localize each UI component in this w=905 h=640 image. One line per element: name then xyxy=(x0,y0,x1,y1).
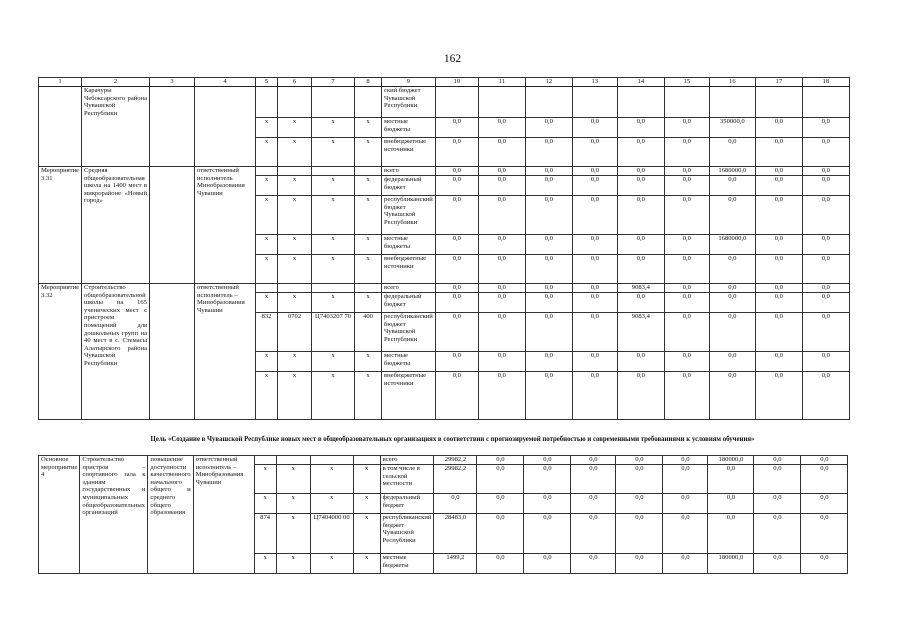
table-cell: 350000,0 xyxy=(709,118,755,138)
table-cell: 0,0 xyxy=(755,352,802,372)
table-cell: 0,0 xyxy=(572,352,617,372)
table-cell: 0,0 xyxy=(617,118,664,138)
table-cell: x xyxy=(312,118,355,138)
table-cell: 0,0 xyxy=(478,284,525,293)
table-cell: x xyxy=(254,465,276,494)
table-cell: 0,0 xyxy=(435,138,478,167)
table-cell: 0,0 xyxy=(754,494,801,514)
table-cell: x xyxy=(278,293,312,313)
table-cell: 0,0 xyxy=(709,255,755,284)
measure-id: Мероприятие 3.32 xyxy=(39,284,82,420)
table-cell: 0,0 xyxy=(663,494,708,514)
source-label: в том числе в сельской местности xyxy=(380,465,434,494)
table-cell: x xyxy=(254,494,276,514)
table-cell: x xyxy=(310,554,353,574)
table-cell: 9083,4 xyxy=(617,284,664,293)
table-cell: 0,0 xyxy=(664,255,709,284)
table-cell: 0,0 xyxy=(572,167,617,176)
executor: ответственный исполнитель – Минобразования Чувашии xyxy=(195,284,256,420)
table-cell: 0,0 xyxy=(664,176,709,196)
table-cell: 0,0 xyxy=(477,554,524,574)
table-cell: 0,0 xyxy=(755,138,802,167)
empty-cell xyxy=(256,87,278,118)
empty-cell xyxy=(435,87,478,118)
measure-name: Строительство общеобразовательной школы на 165 ученических мест с пристроем помещений для дошкольных групп на 40 мест в с. Стемасы Алатырского района Чувашской Республики xyxy=(82,284,150,420)
table-cell: 0,0 xyxy=(572,176,617,196)
table-cell: x xyxy=(278,235,312,255)
table-cell: 0,0 xyxy=(709,196,755,235)
table-cell: 1680000,0 xyxy=(709,235,755,255)
column-number-row xyxy=(39,78,850,87)
source-label: местные бюджеты xyxy=(380,554,434,574)
table-cell: 0,0 xyxy=(754,554,801,574)
table-cell: x xyxy=(254,554,276,574)
table-cell: 0,0 xyxy=(617,138,664,167)
table-cell: x xyxy=(278,176,312,196)
table-cell: x xyxy=(312,176,355,196)
table-cell: x xyxy=(312,352,355,372)
empty-cell xyxy=(355,167,382,176)
table-cell: 0,0 xyxy=(802,235,849,255)
table-cell: x xyxy=(256,372,278,420)
table-cell: 0,0 xyxy=(478,313,525,352)
table-cell: 0,0 xyxy=(664,196,709,235)
table-cell: 1499,2 xyxy=(434,554,477,574)
table-cell: 0,0 xyxy=(664,352,709,372)
empty-cell xyxy=(278,87,312,118)
table-cell: x xyxy=(312,255,355,284)
empty-cell xyxy=(312,284,355,293)
table-cell: 0,0 xyxy=(435,167,478,176)
measure-name: Карачуры Чебоксарского района Чувашской Республики xyxy=(82,87,150,167)
table-cell: 29982,2 xyxy=(434,465,477,494)
table-cell: 0,0 xyxy=(524,465,571,494)
col-num: 18 xyxy=(802,78,849,87)
table-cell: 0,0 xyxy=(524,554,571,574)
col-num: 13 xyxy=(572,78,617,87)
table-cell: 0,0 xyxy=(801,514,848,554)
table-cell: 0,0 xyxy=(801,456,848,465)
measure-name: Строительство пристроя – спортивного зала к зданиям государственных и муниципальных общеобразовательных организаций xyxy=(80,456,148,574)
table-cell: x xyxy=(312,196,355,235)
table-cell: 0,0 xyxy=(478,235,525,255)
empty-cell xyxy=(525,87,572,118)
table-cell: 0,0 xyxy=(802,284,849,293)
table-cell: 0,0 xyxy=(478,196,525,235)
table-cell: 0,0 xyxy=(801,554,848,574)
empty-cell xyxy=(276,456,310,465)
table-cell: 0,0 xyxy=(525,255,572,284)
table-cell: 0,0 xyxy=(524,494,571,514)
source-label: всего xyxy=(380,456,434,465)
table-cell: 0,0 xyxy=(572,293,617,313)
table-cell: x xyxy=(256,118,278,138)
table-cell: 0,0 xyxy=(664,284,709,293)
source-label: местные бюджеты xyxy=(382,118,436,138)
table-cell: 0,0 xyxy=(802,196,849,235)
table-cell: 0,0 xyxy=(435,372,478,420)
table-cell: 0,0 xyxy=(617,372,664,420)
executor: ответственный исполнитель – Минобразования Чувашии xyxy=(193,456,254,574)
table-cell: 0,0 xyxy=(616,514,663,554)
table-cell: 0,0 xyxy=(525,167,572,176)
col-num: 7 xyxy=(312,78,355,87)
budget-code: Ц7404000 00 xyxy=(310,514,353,554)
table-cell: 0,0 xyxy=(617,293,664,313)
table-cell: 0,0 xyxy=(435,176,478,196)
empty-cell xyxy=(478,87,525,118)
col-num: 3 xyxy=(150,78,195,87)
table-cell: x xyxy=(278,255,312,284)
table-cell: 0,0 xyxy=(478,352,525,372)
table-cell: 0,0 xyxy=(478,118,525,138)
table-cell: 0,0 xyxy=(525,138,572,167)
table-cell: 0,0 xyxy=(709,176,755,196)
measure-id: Основное мероприятие 4 xyxy=(39,456,80,574)
empty-cell xyxy=(355,87,382,118)
budget-code: Ц7403207 70 xyxy=(312,313,355,352)
budget-code: x xyxy=(353,514,380,554)
table-cell: 0,0 xyxy=(525,284,572,293)
table-cell: 0,0 xyxy=(435,118,478,138)
table-cell: 0,0 xyxy=(709,352,755,372)
table-cell: 0,0 xyxy=(709,313,755,352)
table-cell: 0,0 xyxy=(663,456,708,465)
empty-cell xyxy=(195,87,256,167)
col-num: 10 xyxy=(435,78,478,87)
table-cell: 0,0 xyxy=(755,167,802,176)
table-cell: 0,0 xyxy=(708,494,754,514)
source-label: ский бюджет Чувашской Республики xyxy=(382,87,436,118)
table-cell: 0,0 xyxy=(477,456,524,465)
table-cell: 0,0 xyxy=(802,255,849,284)
source-label: республиканский бюджет Чувашской Республики xyxy=(382,313,436,352)
budget-table-bottom xyxy=(38,455,848,574)
table-cell: 0,0 xyxy=(617,352,664,372)
table-cell: x xyxy=(278,372,312,420)
col-num: 12 xyxy=(525,78,572,87)
empty-cell xyxy=(709,87,755,118)
table-cell: 0,0 xyxy=(709,284,755,293)
table-cell: 0,0 xyxy=(802,352,849,372)
table-cell: 0,0 xyxy=(755,293,802,313)
table-cell: 0,0 xyxy=(477,494,524,514)
table-cell: 0,0 xyxy=(802,372,849,420)
empty-cell xyxy=(256,284,278,293)
table-cell: x xyxy=(256,176,278,196)
source-label: внебюджетные источники xyxy=(382,255,436,284)
table-cell: 0,0 xyxy=(571,456,616,465)
empty-cell xyxy=(312,87,355,118)
source-label: внебюджетные источники xyxy=(382,372,436,420)
empty-cell xyxy=(802,87,849,118)
budget-code: 874 xyxy=(254,514,276,554)
table-cell: 0,0 xyxy=(617,196,664,235)
table-cell: 0,0 xyxy=(802,313,849,352)
table-cell: 0,0 xyxy=(525,196,572,235)
table-cell: 0,0 xyxy=(571,465,616,494)
table-cell: x xyxy=(353,554,380,574)
table-row xyxy=(39,87,850,118)
table-row xyxy=(39,284,850,293)
table-cell: 0,0 xyxy=(435,313,478,352)
table-cell: 0,0 xyxy=(616,465,663,494)
table-cell: 0,0 xyxy=(802,293,849,313)
source-label: республиканский бюджет Чувашской Республики xyxy=(382,196,436,235)
table-cell: x xyxy=(278,118,312,138)
table-cell: x xyxy=(355,235,382,255)
table-cell: 0,0 xyxy=(524,514,571,554)
table-cell: 0,0 xyxy=(664,313,709,352)
table-cell: 180000,0 xyxy=(708,456,754,465)
budget-code: x xyxy=(276,514,310,554)
empty-cell xyxy=(256,167,278,176)
table-cell: 0,0 xyxy=(478,176,525,196)
table-cell: 180000,0 xyxy=(708,554,754,574)
table-cell: x xyxy=(310,494,353,514)
table-cell: 29982,2 xyxy=(434,456,477,465)
table-cell: x xyxy=(278,196,312,235)
table-cell: 0,0 xyxy=(525,352,572,372)
empty-cell xyxy=(39,87,82,167)
table-cell: 0,0 xyxy=(435,352,478,372)
table-cell: 0,0 xyxy=(708,465,754,494)
table-cell: 0,0 xyxy=(572,196,617,235)
col-num: 4 xyxy=(195,78,256,87)
col-num: 16 xyxy=(709,78,755,87)
source-label: республиканский бюджет Чувашской Республики xyxy=(380,514,434,554)
table-cell: x xyxy=(276,465,310,494)
col-num: 11 xyxy=(478,78,525,87)
col-num: 8 xyxy=(355,78,382,87)
table-cell: 0,0 xyxy=(478,138,525,167)
table-cell: 0,0 xyxy=(617,235,664,255)
table-cell: 0,0 xyxy=(478,255,525,284)
source-label: местные бюджеты xyxy=(382,352,436,372)
table-cell: 0,0 xyxy=(525,176,572,196)
empty-cell xyxy=(617,87,664,118)
table-cell: 0,0 xyxy=(572,313,617,352)
source-label: всего xyxy=(382,284,436,293)
budget-code: 832 xyxy=(256,313,278,352)
empty-cell xyxy=(664,87,709,118)
table-cell: x xyxy=(355,255,382,284)
empty-cell xyxy=(278,284,312,293)
col-num: 17 xyxy=(755,78,802,87)
table-cell: 0,0 xyxy=(801,494,848,514)
table-cell: x xyxy=(278,138,312,167)
table-cell: 9083,4 xyxy=(617,313,664,352)
empty-cell xyxy=(254,456,276,465)
budget-code: 0702 xyxy=(278,313,312,352)
table-cell: 0,0 xyxy=(802,118,849,138)
table-cell: 0,0 xyxy=(755,284,802,293)
table-cell: 0,0 xyxy=(802,167,849,176)
table-cell: 0,0 xyxy=(524,456,571,465)
table-cell: x xyxy=(312,138,355,167)
goal-heading: Цель «Создание в Чувашской Республике новых мест в общеобразовательных организациях в соответствии с прогнозируемой потребностью и современными требованиями к условиям обучения» xyxy=(150,436,755,443)
table-cell: x xyxy=(310,465,353,494)
table-cell: 0,0 xyxy=(663,514,708,554)
table-cell: 0,0 xyxy=(755,313,802,352)
table-cell: x xyxy=(312,235,355,255)
table-cell: 0,0 xyxy=(755,118,802,138)
table-cell: 0,0 xyxy=(755,176,802,196)
table-cell: 0,0 xyxy=(709,293,755,313)
empty-cell xyxy=(353,456,380,465)
table-cell: 0,0 xyxy=(709,372,755,420)
table-cell: x xyxy=(276,554,310,574)
table-cell: 0,0 xyxy=(525,118,572,138)
table-cell: x xyxy=(278,352,312,372)
table-cell: x xyxy=(256,138,278,167)
table-cell: 0,0 xyxy=(754,514,801,554)
table-cell: x xyxy=(256,255,278,284)
goal-indicator: повышение доступности качественного начального общего и среднего общего образования xyxy=(148,456,193,574)
measure-id: Мероприятие 3.31 xyxy=(39,167,82,284)
executor: ответственный исполнитель Минобразования Чувашии xyxy=(195,167,256,284)
col-num: 2 xyxy=(82,78,150,87)
table-cell: x xyxy=(355,352,382,372)
empty-cell xyxy=(150,87,195,167)
table-row xyxy=(39,167,850,176)
table-cell: 0,0 xyxy=(525,313,572,352)
source-label: всего xyxy=(382,167,436,176)
empty-cell xyxy=(150,167,195,284)
page-number: 162 xyxy=(443,53,462,65)
table-cell: 28483,0 xyxy=(434,514,477,554)
table-cell: 0,0 xyxy=(571,554,616,574)
table-cell: 0,0 xyxy=(525,293,572,313)
table-cell: 0,0 xyxy=(572,138,617,167)
col-num: 14 xyxy=(617,78,664,87)
table-cell: 0,0 xyxy=(477,465,524,494)
table-cell: 0,0 xyxy=(617,176,664,196)
table-cell: 0,0 xyxy=(664,235,709,255)
table-cell: 0,0 xyxy=(802,138,849,167)
col-num: 1 xyxy=(39,78,82,87)
table-cell: 0,0 xyxy=(434,494,477,514)
table-cell: 0,0 xyxy=(664,118,709,138)
table-cell: x xyxy=(312,293,355,313)
table-cell: 0,0 xyxy=(664,167,709,176)
table-cell: x xyxy=(355,118,382,138)
empty-cell xyxy=(355,284,382,293)
empty-cell xyxy=(312,167,355,176)
table-cell: x xyxy=(355,293,382,313)
empty-cell xyxy=(150,284,195,420)
table-cell: 0,0 xyxy=(435,255,478,284)
source-label: местные бюджеты xyxy=(382,235,436,255)
table-cell: 1680000,0 xyxy=(709,167,755,176)
table-cell: 0,0 xyxy=(571,514,616,554)
table-cell: 0,0 xyxy=(709,138,755,167)
table-cell: x xyxy=(256,196,278,235)
table-cell: x xyxy=(312,372,355,420)
table-cell: 0,0 xyxy=(663,554,708,574)
table-cell: 0,0 xyxy=(525,235,572,255)
table-cell: 0,0 xyxy=(435,284,478,293)
table-cell: 0,0 xyxy=(616,554,663,574)
table-cell: 0,0 xyxy=(664,293,709,313)
empty-cell xyxy=(310,456,353,465)
table-cell: 0,0 xyxy=(478,372,525,420)
table-cell: 0,0 xyxy=(616,494,663,514)
table-cell: 0,0 xyxy=(755,372,802,420)
table-cell: 0,0 xyxy=(572,255,617,284)
table-cell: x xyxy=(355,138,382,167)
measure-name: Средняя общеобразовательная школа на 1400 мест в микрорайоне «Новый город» xyxy=(82,167,150,284)
budget-table-top xyxy=(38,77,850,420)
col-num: 15 xyxy=(664,78,709,87)
table-cell: 0,0 xyxy=(572,284,617,293)
table-cell: x xyxy=(355,176,382,196)
source-label: федеральный бюджет xyxy=(382,293,436,313)
table-cell: x xyxy=(256,235,278,255)
table-cell: x xyxy=(256,293,278,313)
table-cell: 0,0 xyxy=(525,372,572,420)
table-cell: 0,0 xyxy=(478,167,525,176)
empty-cell xyxy=(572,87,617,118)
table-cell: 0,0 xyxy=(754,456,801,465)
table-cell: x xyxy=(353,494,380,514)
table-cell: 0,0 xyxy=(616,456,663,465)
table-cell: 0,0 xyxy=(617,255,664,284)
table-cell: 0,0 xyxy=(572,235,617,255)
source-label: федеральный бюджет xyxy=(380,494,434,514)
source-label: федеральный бюджет xyxy=(382,176,436,196)
table-row xyxy=(39,456,848,465)
table-cell: 0,0 xyxy=(617,167,664,176)
table-cell: 0,0 xyxy=(478,293,525,313)
table-cell: 0,0 xyxy=(754,465,801,494)
table-cell: 0,0 xyxy=(664,372,709,420)
table-cell: 0,0 xyxy=(572,118,617,138)
table-cell: 0,0 xyxy=(708,514,754,554)
table-cell: 0,0 xyxy=(663,465,708,494)
table-cell: x xyxy=(355,196,382,235)
table-cell: 0,0 xyxy=(801,465,848,494)
table-cell: x xyxy=(353,465,380,494)
table-cell: x xyxy=(276,494,310,514)
empty-cell xyxy=(755,87,802,118)
col-num: 5 xyxy=(256,78,278,87)
budget-code: 400 xyxy=(355,313,382,352)
table-cell: 0,0 xyxy=(802,176,849,196)
col-num: 6 xyxy=(278,78,312,87)
table-cell: 0,0 xyxy=(571,494,616,514)
col-num: 9 xyxy=(382,78,436,87)
table-cell: x xyxy=(256,352,278,372)
empty-cell xyxy=(278,167,312,176)
table-cell: 0,0 xyxy=(435,235,478,255)
table-cell: 0,0 xyxy=(435,196,478,235)
table-cell: 0,0 xyxy=(755,196,802,235)
table-cell: 0,0 xyxy=(477,514,524,554)
table-cell: x xyxy=(355,372,382,420)
table-cell: 0,0 xyxy=(755,255,802,284)
table-cell: 0,0 xyxy=(755,235,802,255)
table-cell: 0,0 xyxy=(664,138,709,167)
table-cell: 0,0 xyxy=(435,293,478,313)
table-cell: 0,0 xyxy=(572,372,617,420)
source-label: внебюджетные источники xyxy=(382,138,436,167)
